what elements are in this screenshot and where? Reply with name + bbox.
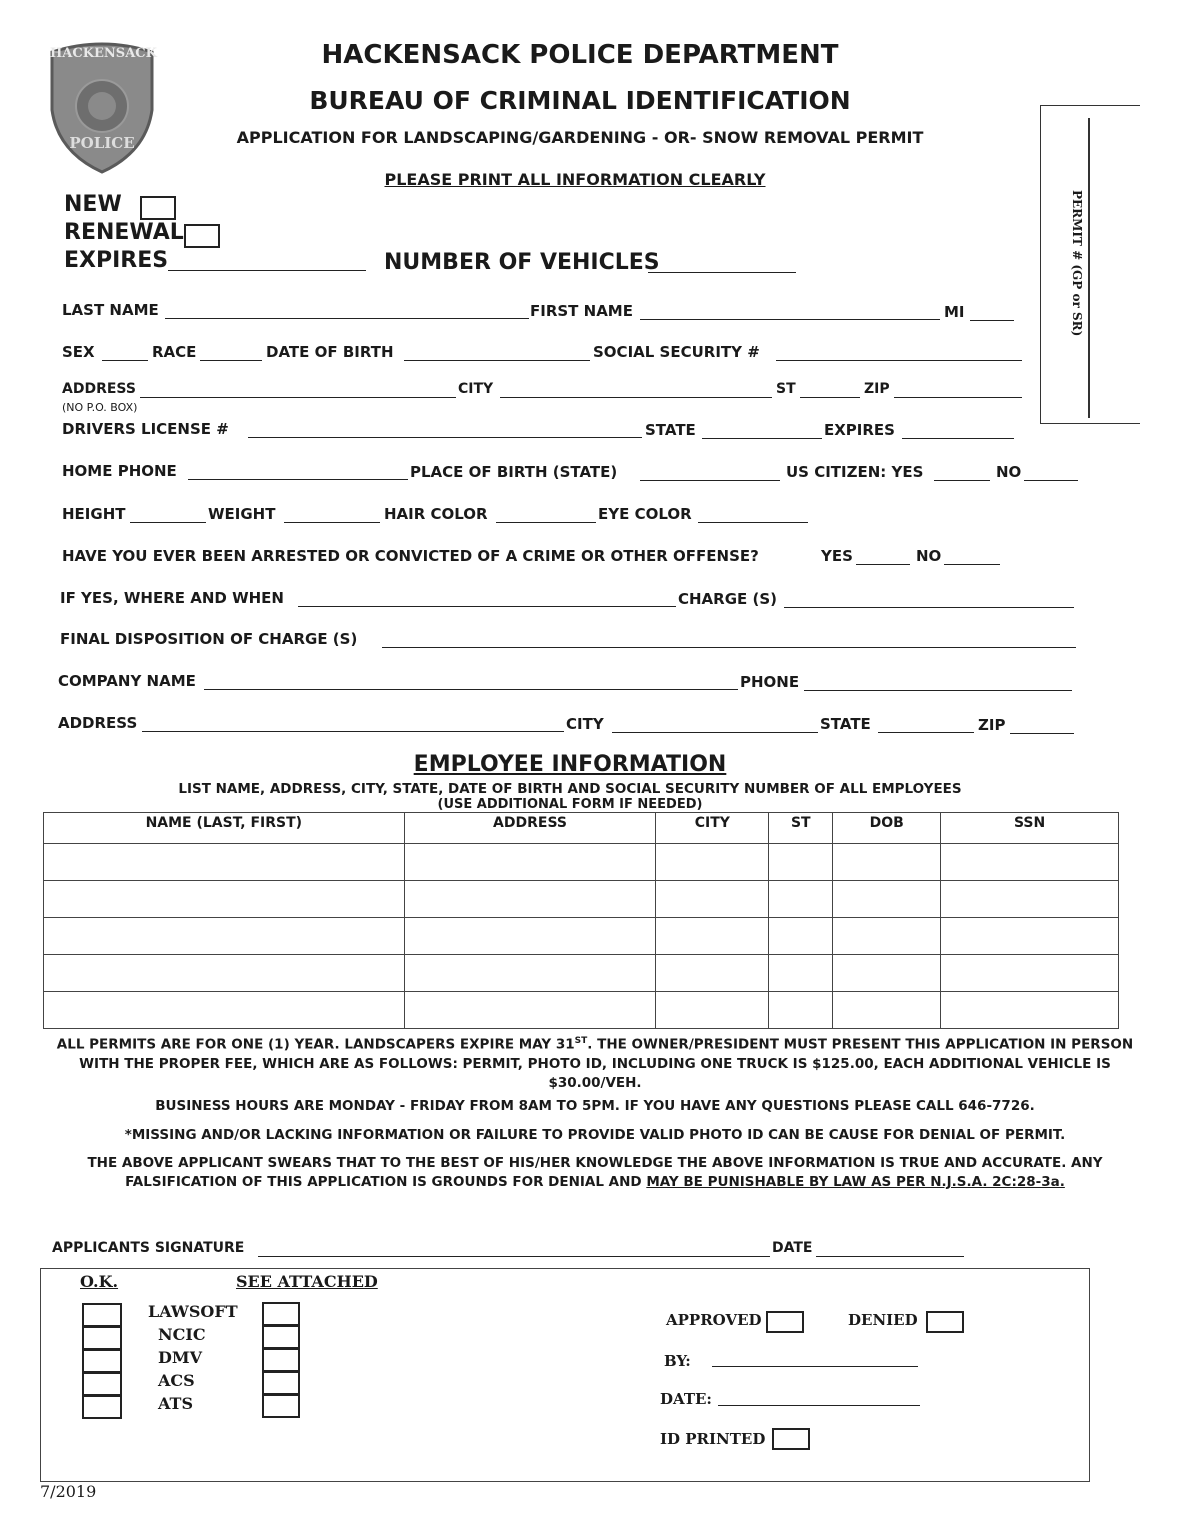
vehicles-label: NUMBER OF VEHICLES (384, 250, 660, 275)
expires-input[interactable] (168, 270, 366, 271)
last-name-input[interactable] (165, 318, 529, 319)
company-name-label: COMPANY NAME (58, 672, 196, 690)
table-cell[interactable] (769, 881, 833, 918)
by-input[interactable] (712, 1366, 918, 1367)
city-input[interactable] (500, 397, 772, 398)
dl-state-input[interactable] (702, 438, 822, 439)
dl-expires-input[interactable] (902, 438, 1014, 439)
signature-label: APPLICANTS SIGNATURE (52, 1240, 245, 1256)
charges-label: CHARGE (S) (678, 590, 778, 608)
denied-checkbox[interactable] (926, 1311, 964, 1333)
applicant-oath-b: MAY BE PUNISHABLE BY LAW AS PER N.J.S.A. 2C:28-3a. (646, 1174, 1065, 1190)
drivers-license-input[interactable] (248, 437, 642, 438)
height-label: HEIGHT (62, 505, 126, 523)
company-address-input[interactable] (142, 731, 564, 732)
ncic-attached-checkbox[interactable] (262, 1325, 300, 1349)
police-seal (46, 40, 158, 174)
eye-color-label: EYE COLOR (598, 505, 692, 523)
lawsoft-attached-checkbox[interactable] (262, 1302, 300, 1326)
dmv-ok-checkbox[interactable] (82, 1349, 122, 1373)
col-name: NAME (LAST, FIRST) (44, 813, 405, 844)
charges-input[interactable] (784, 607, 1074, 608)
renewal-label: RENEWAL (64, 220, 184, 245)
table-cell[interactable] (833, 918, 941, 955)
dob-input[interactable] (404, 360, 590, 361)
seal-bottom-text: POLICE (69, 134, 135, 152)
citizen-no-label: NO (996, 463, 1022, 481)
table-cell[interactable] (769, 918, 833, 955)
sex-input[interactable] (102, 360, 148, 361)
missing-info-warning: *MISSING AND/OR LACKING INFORMATION OR FAILURE TO PROVIDE VALID PHOTO ID CAN BE CAUSE FOR DENIAL OF PERMIT. (124, 1127, 1066, 1143)
table-cell[interactable] (404, 992, 656, 1029)
col-ssn: SSN (941, 813, 1119, 844)
permit-number-field[interactable]: PERMIT # (GP or SR) (1070, 190, 1084, 337)
revision-date: 7/2019 (40, 1482, 97, 1501)
col-st: ST (769, 813, 833, 844)
table-row (44, 844, 1119, 881)
check-ncic: NCIC (158, 1325, 206, 1344)
table-cell[interactable] (941, 881, 1119, 918)
mi-label: MI (944, 303, 965, 321)
final-disposition-label: FINAL DISPOSITION OF CHARGE (S) (60, 630, 358, 648)
new-checkbox[interactable] (140, 196, 176, 220)
employee-info-title: EMPLOYEE INFORMATION (413, 752, 727, 777)
table-cell[interactable] (44, 881, 405, 918)
last-name-label: LAST NAME (62, 301, 159, 319)
address-label: ADDRESS (62, 381, 136, 397)
id-printed-label: ID PRINTED (660, 1430, 766, 1448)
race-label: RACE (152, 343, 197, 361)
dmv-attached-checkbox[interactable] (262, 1348, 300, 1372)
table-cell[interactable] (44, 918, 405, 955)
ok-header: O.K. (80, 1272, 119, 1291)
place-of-birth-label: PLACE OF BIRTH (STATE) (410, 463, 618, 481)
table-row (44, 992, 1119, 1029)
table-cell[interactable] (44, 844, 405, 881)
table-cell[interactable] (941, 955, 1119, 992)
signature-date-label: DATE (772, 1240, 813, 1256)
denied-label: DENIED (848, 1311, 918, 1329)
citizen-yes-input[interactable] (934, 480, 990, 481)
state-input[interactable] (800, 397, 860, 398)
table-cell[interactable] (404, 955, 656, 992)
weight-label: WEIGHT (208, 505, 276, 523)
table-cell[interactable] (404, 918, 656, 955)
lawsoft-ok-checkbox[interactable] (82, 1303, 122, 1327)
no-po-box-note: (NO P.O. BOX) (62, 401, 138, 414)
permit-box-bottom (1040, 423, 1140, 424)
eye-color-input[interactable] (698, 522, 808, 523)
table-cell[interactable] (656, 844, 769, 881)
table-cell[interactable] (833, 881, 941, 918)
table-cell[interactable] (656, 955, 769, 992)
approved-label: APPROVED (666, 1311, 762, 1329)
table-cell[interactable] (769, 844, 833, 881)
hair-color-input[interactable] (496, 522, 596, 523)
by-label: BY: (664, 1352, 691, 1370)
company-zip-input[interactable] (1010, 733, 1074, 734)
vehicles-input[interactable] (648, 272, 796, 273)
ssn-input[interactable] (776, 360, 1022, 361)
home-phone-input[interactable] (188, 479, 408, 480)
dob-label: DATE OF BIRTH (266, 343, 394, 361)
dl-state-label: STATE (645, 421, 696, 439)
company-city-input[interactable] (612, 732, 818, 733)
department-title: HACKENSACK POLICE DEPARTMENT (321, 40, 839, 70)
arrested-no-input[interactable] (944, 564, 1000, 565)
col-address: ADDRESS (404, 813, 656, 844)
state-label: ST (776, 381, 796, 397)
table-cell[interactable] (941, 992, 1119, 1029)
bureau-title: BUREAU OF CRIMINAL IDENTIFICATION (309, 86, 851, 115)
ssn-label: SOCIAL SECURITY # (593, 343, 760, 361)
new-label: NEW (64, 192, 122, 217)
dl-expires-label: EXPIRES (824, 421, 895, 439)
approved-checkbox[interactable] (766, 1311, 804, 1333)
permit-terms-sup: ST (574, 1036, 588, 1046)
zip-input[interactable] (894, 397, 1022, 398)
applicant-oath-a: THE ABOVE APPLICANT SWEARS THAT TO THE BEST OF HIS/HER KNOWLEDGE THE ABOVE INFORMATION IS TRUE AND ACCURATE. ANY FALSIFICATION OF THIS APPLICATION IS GROUNDS FOR DENIAL AND (87, 1155, 1103, 1190)
table-cell[interactable] (656, 881, 769, 918)
address-input[interactable] (140, 397, 456, 398)
ats-ok-checkbox[interactable] (82, 1395, 122, 1419)
table-cell[interactable] (656, 918, 769, 955)
table-cell[interactable] (833, 992, 941, 1029)
table-cell[interactable] (404, 844, 656, 881)
table-cell[interactable] (404, 881, 656, 918)
us-citizen-label: US CITIZEN: YES (786, 463, 924, 481)
permit-box-divider (1088, 118, 1090, 418)
col-city: CITY (656, 813, 769, 844)
print-note: PLEASE PRINT ALL INFORMATION CLEARLY (384, 170, 766, 189)
permit-terms-b: . THE OWNER/PRESIDENT MUST PRESENT THIS APPLICATION IN PERSON WITH THE PROPER FEE, WHICH ARE AS FOLLOWS: PERMIT, PHOTO ID, INCLUDING ONE TRUCK IS $125.00, EACH ADDITIONAL VEHICLE IS $30.00/VEH. (79, 1036, 1134, 1091)
table-cell[interactable] (769, 992, 833, 1029)
table-cell[interactable] (656, 992, 769, 1029)
col-dob: DOB (833, 813, 941, 844)
check-lawsoft: LAWSOFT (148, 1302, 238, 1321)
arrested-no-label: NO (916, 547, 942, 565)
citizen-no-input[interactable] (1024, 480, 1078, 481)
permit-terms (40, 1032, 1150, 1093)
arrested-yes-input[interactable] (856, 564, 910, 565)
table-cell[interactable] (769, 955, 833, 992)
first-name-input[interactable] (640, 319, 940, 320)
table-cell[interactable] (833, 955, 941, 992)
signature-date-input[interactable] (816, 1256, 964, 1257)
company-zip-label: ZIP (978, 716, 1006, 734)
race-input[interactable] (200, 360, 262, 361)
hair-color-label: HAIR COLOR (384, 505, 488, 523)
employee-instructions: LIST NAME, ADDRESS, CITY, STATE, DATE OF BIRTH AND SOCIAL SECURITY NUMBER OF ALL EMPLOYEES (178, 781, 962, 797)
ncic-ok-checkbox[interactable] (82, 1326, 122, 1350)
sex-label: SEX (62, 343, 95, 361)
table-cell[interactable] (44, 992, 405, 1029)
office-date-label: DATE: (660, 1390, 712, 1408)
company-phone-input[interactable] (804, 690, 1072, 691)
height-input[interactable] (130, 522, 206, 523)
place-of-birth-input[interactable] (640, 480, 780, 481)
check-ats: ATS (158, 1394, 193, 1413)
table-cell[interactable] (941, 844, 1119, 881)
company-city-label: CITY (566, 715, 604, 733)
applicant-oath (40, 1154, 1150, 1192)
permit-box-left (1040, 105, 1041, 423)
zip-label: ZIP (864, 381, 890, 397)
check-acs: ACS (158, 1371, 195, 1390)
table-row (44, 881, 1119, 918)
permit-box-top (1040, 105, 1140, 106)
company-name-input[interactable] (204, 689, 738, 690)
check-dmv: DMV (158, 1348, 202, 1367)
arrested-yes-label: YES (821, 547, 853, 565)
drivers-license-label: DRIVERS LICENSE # (62, 420, 229, 438)
expires-label: EXPIRES (64, 248, 169, 273)
city-label: CITY (458, 381, 494, 397)
employee-table-header (44, 813, 1119, 844)
see-attached-header: SEE ATTACHED (236, 1272, 378, 1291)
acs-ok-checkbox[interactable] (82, 1372, 122, 1396)
employee-table (43, 812, 1119, 1029)
table-row (44, 955, 1119, 992)
table-cell[interactable] (44, 955, 405, 992)
table-cell[interactable] (941, 918, 1119, 955)
company-phone-label: PHONE (740, 673, 800, 691)
employee-additional-note: (USE ADDITIONAL FORM IF NEEDED) (437, 797, 703, 812)
if-yes-input[interactable] (298, 606, 676, 607)
renewal-checkbox[interactable] (184, 224, 220, 248)
weight-input[interactable] (284, 522, 380, 523)
company-state-label: STATE (820, 715, 871, 733)
acs-attached-checkbox[interactable] (262, 1371, 300, 1395)
business-hours: BUSINESS HOURS ARE MONDAY - FRIDAY FROM 8AM TO 5PM. IF YOU HAVE ANY QUESTIONS PLEASE CALL 646-7726. (155, 1098, 1035, 1114)
arrested-question: HAVE YOU EVER BEEN ARRESTED OR CONVICTED OF A CRIME OR OTHER OFFENSE? (62, 547, 759, 565)
mi-input[interactable] (970, 320, 1014, 321)
application-title: APPLICATION FOR LANDSCAPING/GARDENING - OR- SNOW REMOVAL PERMIT (236, 128, 924, 147)
if-yes-label: IF YES, WHERE AND WHEN (60, 589, 284, 607)
table-row (44, 918, 1119, 955)
office-use-box (40, 1268, 1090, 1482)
permit-terms-a: ALL PERMITS ARE FOR ONE (1) YEAR. LANDSCAPERS EXPIRE MAY 31 (56, 1036, 575, 1053)
ats-attached-checkbox[interactable] (262, 1394, 300, 1418)
signature-input[interactable] (258, 1256, 770, 1257)
home-phone-label: HOME PHONE (62, 462, 177, 480)
id-printed-checkbox[interactable] (772, 1428, 810, 1450)
office-date-input[interactable] (718, 1405, 920, 1406)
first-name-label: FIRST NAME (530, 302, 633, 320)
seal-top-text: HACKENSACK (50, 46, 157, 61)
company-state-input[interactable] (878, 732, 974, 733)
company-address-label: ADDRESS (58, 714, 138, 732)
table-cell[interactable] (833, 844, 941, 881)
final-disposition-input[interactable] (382, 647, 1076, 648)
